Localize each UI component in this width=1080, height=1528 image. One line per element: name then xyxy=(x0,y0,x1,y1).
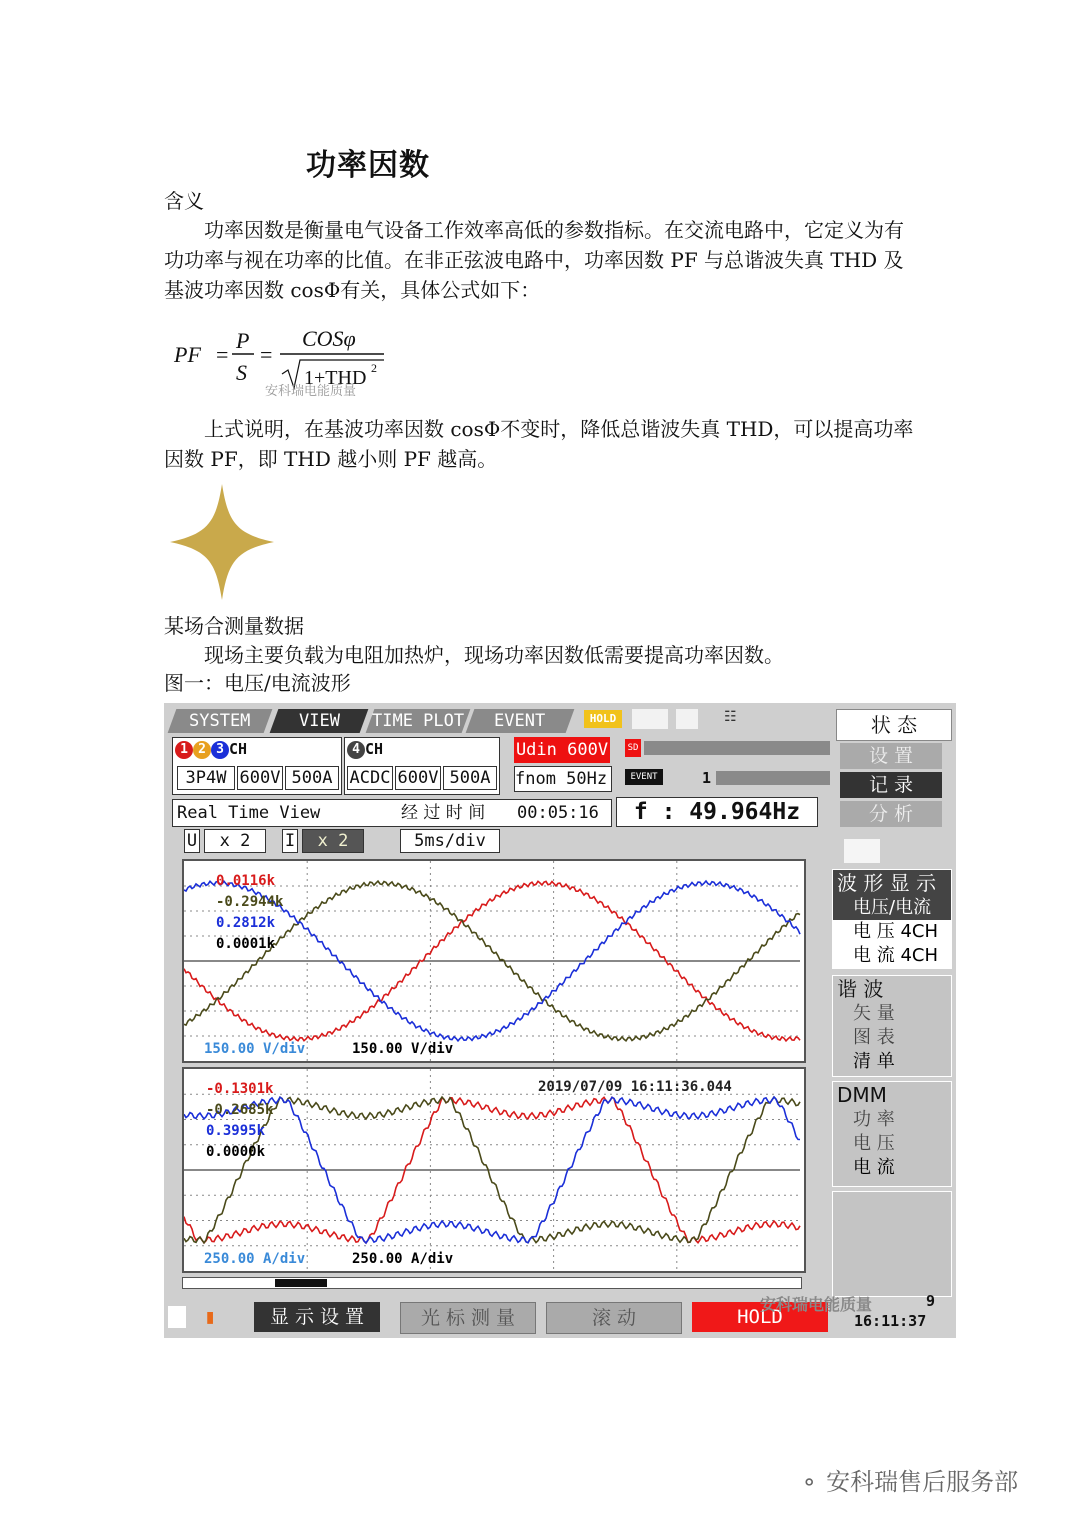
channel-4-label: 4 CH xyxy=(347,740,383,759)
settings-button[interactable]: 设 置 xyxy=(840,743,942,769)
clock: 16:11:37 xyxy=(854,1312,927,1330)
wiring-value[interactable]: 3P4W xyxy=(177,766,235,790)
analysis-button[interactable]: 分 析 xyxy=(840,801,942,827)
elapsed-time: 00:05:16 xyxy=(517,803,599,823)
tab-system[interactable]: SYSTEM xyxy=(168,709,273,733)
v-scale-b: 150.00 V/div xyxy=(352,1041,454,1057)
current-waveform-svg xyxy=(184,1069,804,1271)
paragraph-definition: 功率因数是衡量电气设备工作效率高低的参数指标。在交流电路中，它定义为有功功率与视在功率的比值。在非正弦波电路中，功率因数 PF 与总谐波失真 THD 及基波功率因数 cosΦ有关，具体公式如下： xyxy=(164,218,904,302)
v-readout-blue: 0.2812k xyxy=(216,915,276,931)
status-slot xyxy=(676,709,698,729)
page-title: 功率因数 xyxy=(306,148,430,183)
formula-p: P xyxy=(236,328,250,353)
tab-time-plot[interactable]: TIME PLOT xyxy=(366,709,471,733)
menu-item-vector[interactable]: 矢 量 xyxy=(853,1003,895,1024)
ch4-coupling[interactable]: ACDC xyxy=(347,766,393,790)
figure-caption: 图一：电压/电流波形 xyxy=(164,671,351,695)
menu-item-chart[interactable]: 图 表 xyxy=(853,1027,895,1048)
v-readout-black: 0.0001k xyxy=(216,936,276,952)
i-readout-blue: 0.3995k xyxy=(206,1123,266,1139)
harmonics-menu xyxy=(832,975,952,1077)
capture-timestamp: 2019/07/09 16:11:36.044 xyxy=(538,1079,732,1095)
side-blank xyxy=(844,839,880,863)
i-readout-black: 0.0000k xyxy=(206,1144,266,1160)
menu-item-voltage-current[interactable]: 电压/电流 xyxy=(833,896,951,920)
event-label: EVENT xyxy=(625,769,663,785)
display-settings-button[interactable]: 显 示 设 置 xyxy=(254,1302,380,1332)
time-scrollbar[interactable] xyxy=(182,1277,802,1289)
decorative-star-icon xyxy=(170,484,274,600)
voltage-waveform-plot xyxy=(182,859,806,1063)
record-button[interactable]: 记 录 xyxy=(840,772,942,798)
status-slot xyxy=(632,709,668,729)
cursor-measure-button[interactable]: 光 标 测 量 xyxy=(400,1302,536,1334)
paragraph-explanation: 上式说明，在基波功率因数 cosΦ不变时，降低总谐波失真 THD，可以提高功率因数 PF，即 THD 越小则 PF 越高。 xyxy=(164,417,914,471)
formula-eq2: = xyxy=(260,342,273,367)
side-empty-panel xyxy=(832,1191,952,1297)
u-zoom[interactable]: x 2 xyxy=(204,829,266,853)
network-icon: ☷ xyxy=(724,709,737,725)
menu-item-power[interactable]: 功 率 xyxy=(853,1109,895,1130)
i-scale-b: 250.00 A/div xyxy=(352,1251,454,1267)
formula-s: S xyxy=(236,360,247,385)
v-readout-olive: -0.2944k xyxy=(216,894,284,910)
channel-123-box xyxy=(172,737,342,795)
section-heading-measurement: 某场合测量数据 xyxy=(164,614,304,638)
channel-4-box xyxy=(344,737,500,795)
channel-123-label: 1 2 3 CH xyxy=(175,740,247,759)
formula-eq1: = xyxy=(216,342,229,367)
dmm-menu-header: DMM xyxy=(833,1082,951,1108)
paragraph-site: 现场主要负载为电阻加热炉，现场功率因数低需要提高功率因数。 xyxy=(204,643,784,667)
event-count: 1 xyxy=(702,769,712,787)
battery-icon: ▮ xyxy=(204,1304,217,1328)
menu-item-voltage-4ch[interactable]: 电 压 4CH xyxy=(833,920,951,944)
menu-item-voltage[interactable]: 电 压 xyxy=(853,1133,895,1154)
waveform-menu-header: 波 形 显 示 xyxy=(833,870,951,896)
fnom-value: fnom 50Hz xyxy=(514,766,612,792)
formula-watermark: 安科瑞电能质量 xyxy=(265,384,357,399)
frequency-readout: f : 49.964Hz xyxy=(616,797,818,827)
bottom-blank xyxy=(168,1306,186,1328)
screen-watermark: 安科瑞电能质量 xyxy=(760,1295,873,1314)
current-waveform-plot xyxy=(182,1067,806,1273)
hold-button[interactable]: HOLD xyxy=(692,1302,828,1332)
formula-lhs: PF xyxy=(174,342,201,367)
status-button[interactable]: 状 态 xyxy=(836,709,952,741)
ch2-icon: 2 xyxy=(193,741,211,759)
ch3-icon: 3 xyxy=(211,741,229,759)
hold-indicator: HOLD xyxy=(584,710,622,728)
i-readout-olive: -0.2685k xyxy=(206,1102,274,1118)
i-zoom[interactable]: x 2 xyxy=(302,829,364,853)
analyzer-screen xyxy=(164,703,956,1338)
v-readout-red: 0.0116k xyxy=(216,873,276,889)
udin-value: Udin 600V xyxy=(514,737,610,763)
sd-card-icon: SD xyxy=(625,739,641,757)
ch4-icon: 4 xyxy=(347,741,365,759)
tab-event[interactable]: EVENT xyxy=(466,709,575,733)
i-label: I xyxy=(282,829,298,853)
harmonics-menu-header: 谐 波 xyxy=(833,976,951,1002)
wechat-icon: ⚬ xyxy=(800,1471,819,1496)
menu-item-current[interactable]: 电 流 xyxy=(853,1157,895,1178)
formula-sup: 2 xyxy=(371,361,377,375)
menu-item-list[interactable]: 清 单 xyxy=(853,1051,895,1072)
ch1-icon: 1 xyxy=(175,741,193,759)
tab-view[interactable]: VIEW xyxy=(270,709,369,733)
scrollbar-thumb[interactable] xyxy=(275,1279,327,1287)
view-name: Real Time View xyxy=(177,803,321,823)
footer-watermark: ⚬ 安科瑞售后服务部 xyxy=(800,1468,1019,1496)
i-readout-red: -0.1301k xyxy=(206,1081,274,1097)
waveform-menu xyxy=(832,869,952,969)
formula-den: 1+THD xyxy=(304,367,367,389)
event-bar xyxy=(716,771,830,785)
dmm-menu xyxy=(832,1081,952,1187)
ch4-amp-range[interactable]: 500A xyxy=(443,766,497,790)
menu-item-current-4ch[interactable]: 电 流 4CH xyxy=(833,944,951,968)
i-scale-a: 250.00 A/div xyxy=(204,1251,306,1267)
elapsed-label: 经 过 时 间 xyxy=(401,803,486,823)
ch4-volt-range[interactable]: 600V xyxy=(395,766,441,790)
v-scale-a: 150.00 V/div xyxy=(204,1041,306,1057)
sd-usage-bar xyxy=(644,741,830,755)
scroll-button[interactable]: 滚 动 xyxy=(546,1302,682,1334)
u-label: U xyxy=(184,829,200,853)
bottom-bar xyxy=(164,1292,956,1338)
formula-num: COSφ xyxy=(302,326,356,351)
timebase[interactable]: 5ms/div xyxy=(400,829,500,853)
ch123-amp-range[interactable]: 500A xyxy=(285,766,339,790)
realtime-view-bar xyxy=(172,799,612,827)
section-heading-meaning: 含义 xyxy=(164,189,204,213)
ch123-volt-range[interactable]: 600V xyxy=(237,766,283,790)
date-tail: 9 xyxy=(926,1292,936,1310)
